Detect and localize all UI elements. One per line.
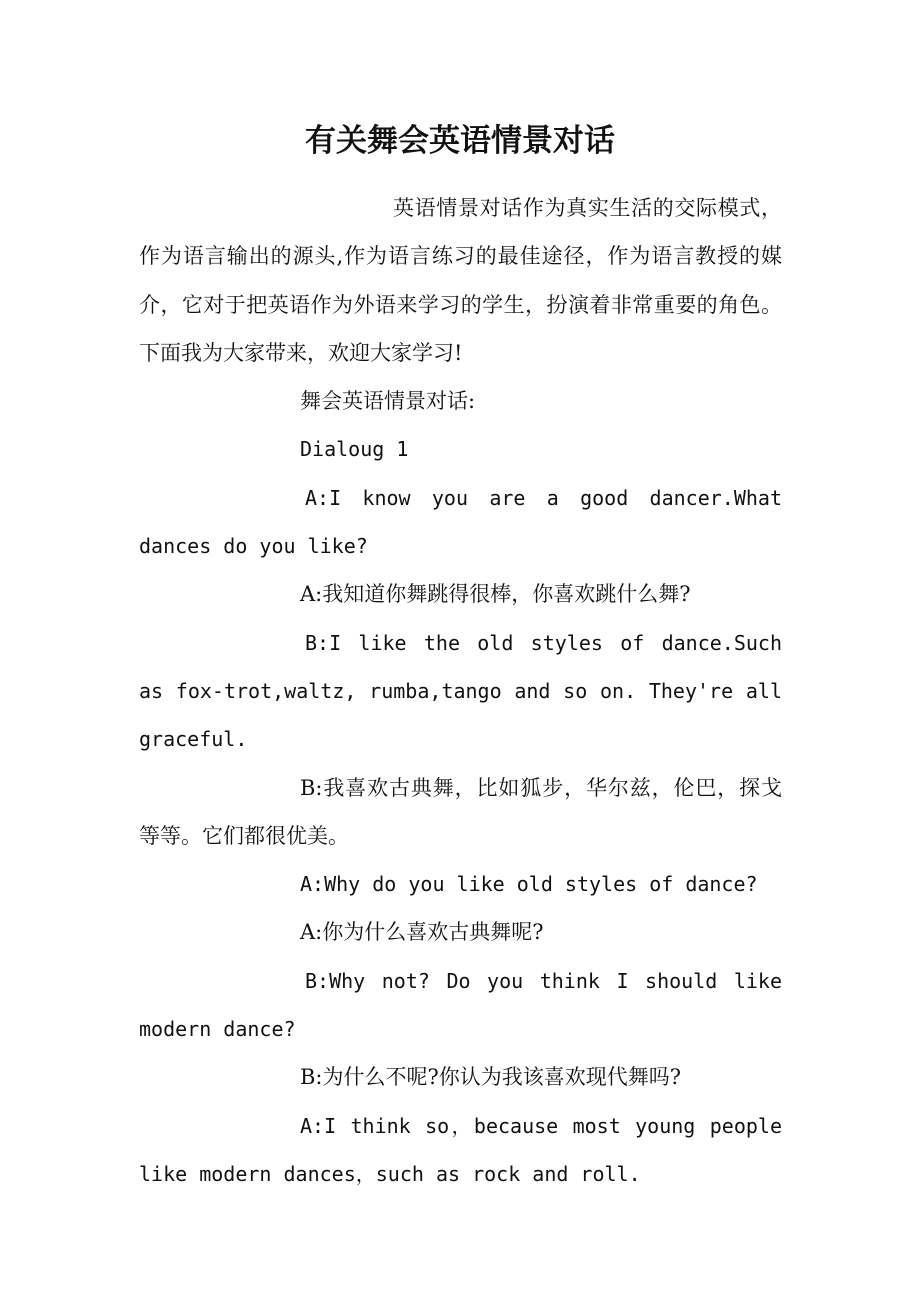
dialog-label: Dialoug 1 [300,437,409,462]
dialog-line-en: A:I think so，because most young people like modern dances，such as rock and roll. [139,1113,782,1186]
dialog-line-en: B:Why not? Do you think I should like modern dance? [139,968,782,1042]
dialog-line-en: A:Why do you like old styles of dance? [300,872,758,897]
document-title: 有关舞会英语情景对话 [305,123,615,159]
dialog-line-zh: B:我喜欢古典舞，比如狐步，华尔兹，伦巴，探戈等等。它们都很优美。 [139,775,782,848]
section-heading: 舞会英语情景对话: [300,389,476,414]
dialog-line-zh: A:我知道你舞跳得很棒，你喜欢跳什么舞? [300,582,691,607]
dialog-line-zh: A:你为什么喜欢古典舞呢? [300,920,544,945]
dialog-line-zh: B:为什么不呢?你认为我该喜欢现代舞吗? [300,1065,682,1090]
document-body [139,184,782,1198]
dialog-line-en: A:I know you are a good dancer.What dances do you like? [139,485,782,559]
intro-paragraph: 英语情景对话作为真实生活的交际模式，作为语言输出的源头,作为语言练习的最佳途径，作为语言教授的媒介，它对于把英语作为外语来学习的学生，扮演着非常重要的角色。下面我为大家带来，欢迎大家学习! [139,196,782,365]
dialog-line-en: B:I like the old styles of dance.Such as fox-trot,waltz, rumba,tango and so on. They're all graceful. [139,630,782,752]
